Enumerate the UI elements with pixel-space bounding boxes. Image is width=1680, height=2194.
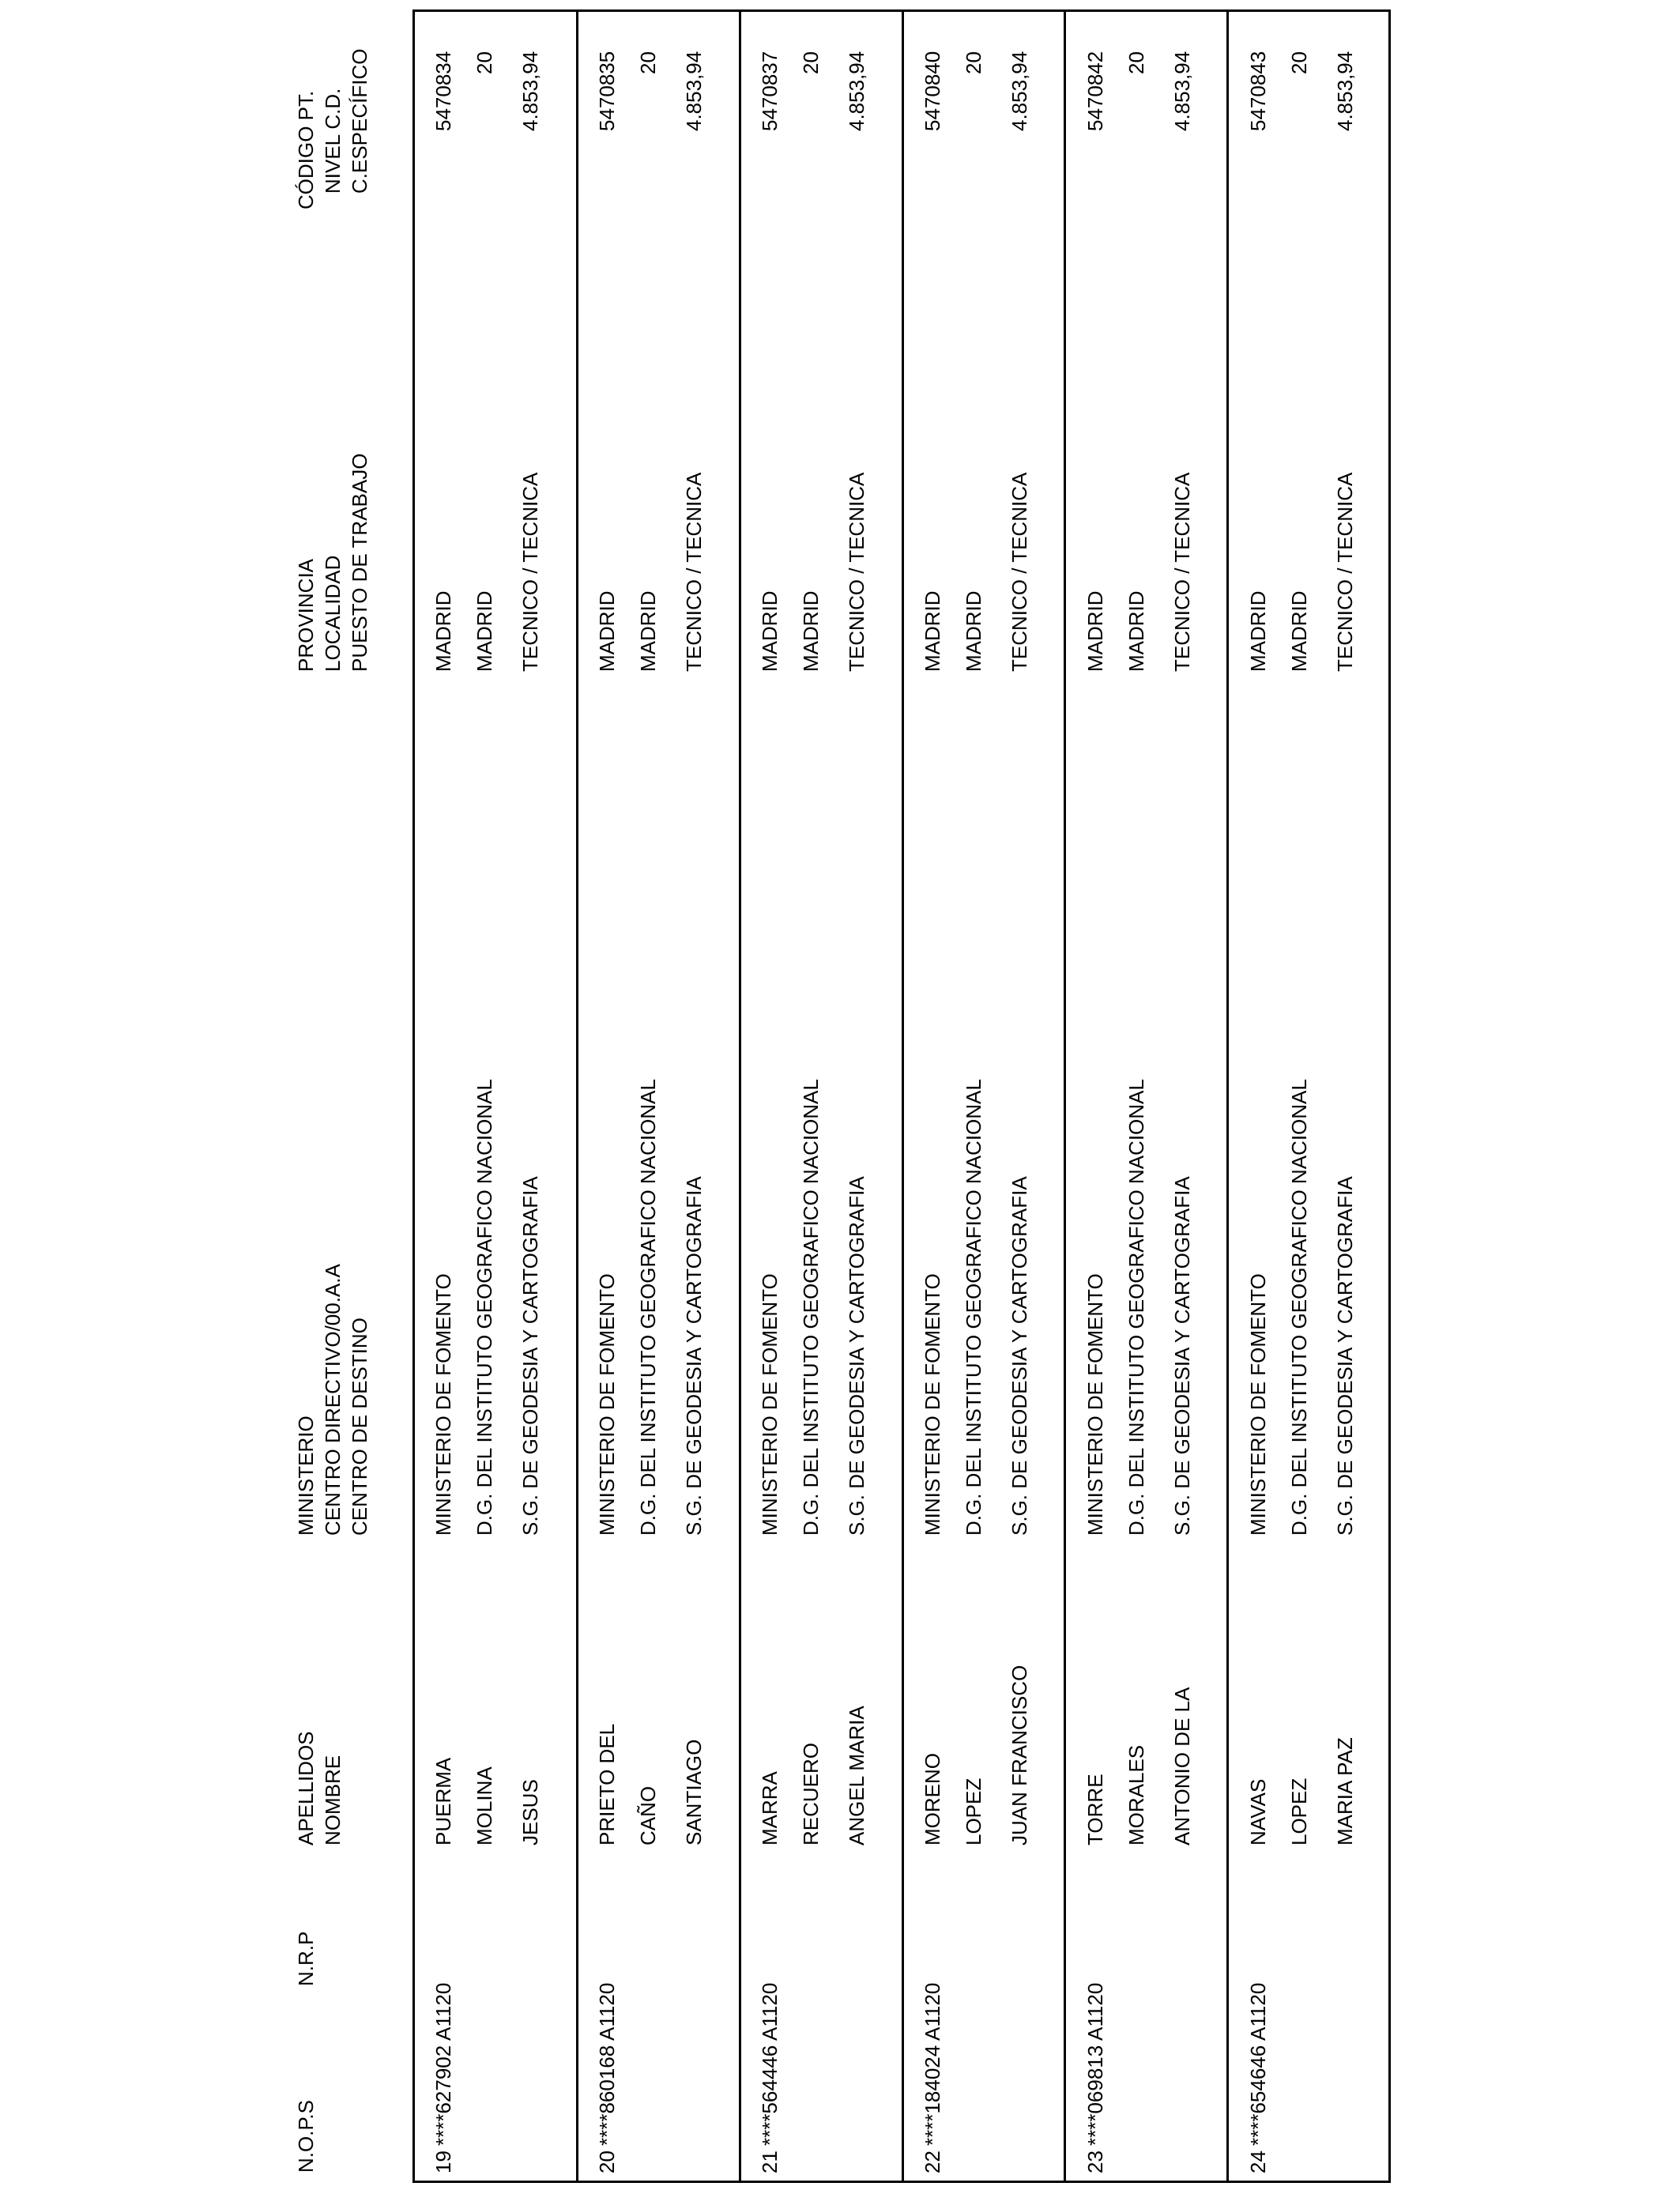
puesto-value: TECNICO / TECNICA	[1008, 472, 1031, 672]
apellido2-value: RECUERO	[799, 1742, 823, 1845]
provincia-value: MADRID	[431, 590, 455, 672]
apellido1-value: MORENO	[921, 1753, 944, 1845]
nombre-value: MARIA PAZ	[1333, 1737, 1357, 1845]
nrp-value: ****069813 A1120	[1083, 1982, 1107, 2146]
row-divider	[1226, 9, 1229, 2183]
especifico-value: 4.853,94	[518, 51, 542, 131]
codigo-value: 5470843	[1246, 51, 1270, 131]
especifico-value: 4.853,94	[682, 51, 706, 131]
row-divider	[576, 9, 578, 2183]
centro-directivo-value: D.G. DEL INSTITUTO GEOGRAFICO NACIONAL	[636, 1079, 660, 1536]
especifico-value: 4.853,94	[1333, 51, 1357, 131]
header-puesto: PUESTO DE TRABAJO	[348, 453, 371, 672]
centro-directivo-value: D.G. DEL INSTITUTO GEOGRAFICO NACIONAL	[473, 1079, 496, 1536]
puesto-value: TECNICO / TECNICA	[845, 472, 868, 672]
apellido1-value: MARRA	[758, 1771, 782, 1845]
centro-directivo-value: D.G. DEL INSTITUTO GEOGRAFICO NACIONAL	[1287, 1079, 1311, 1536]
row-divider	[739, 9, 741, 2183]
header-centro-directivo: CENTRO DIRECTIVO/00.A.A	[321, 1264, 345, 1536]
especifico-value: 4.853,94	[1170, 51, 1194, 131]
centro-destino-value: S.G. DE GEODESIA Y CARTOGRAFIA	[1170, 1176, 1194, 1536]
apellido2-value: LOPEZ	[962, 1777, 985, 1845]
nombre-value: SANTIAGO	[682, 1739, 706, 1845]
provincia-value: MADRID	[595, 590, 619, 672]
apellido2-value: MOLINA	[473, 1766, 496, 1845]
nombre-value: JESUS	[518, 1779, 542, 1845]
header-centro-destino: CENTRO DE DESTINO	[348, 1318, 371, 1536]
header-nombre: NOMBRE	[321, 1755, 345, 1845]
nops-value: 21	[758, 2151, 782, 2173]
header-nivel: NIVEL C.D.	[321, 88, 345, 194]
provincia-value: MADRID	[1246, 590, 1270, 672]
header-nrp: N.R.P	[294, 1931, 318, 1986]
nombre-value: ANGEL MARIA	[845, 1706, 868, 1845]
apellido2-value: CAÑO	[636, 1785, 660, 1845]
provincia-value: MADRID	[921, 590, 944, 672]
puesto-value: TECNICO / TECNICA	[682, 472, 706, 672]
apellido1-value: TORRE	[1083, 1774, 1107, 1845]
localidad-value: MADRID	[636, 590, 660, 672]
row-divider	[1064, 9, 1066, 2183]
codigo-value: 5470835	[595, 51, 619, 131]
header-apellidos: APELLIDOS	[294, 1731, 318, 1845]
apellido2-value: MORALES	[1124, 1744, 1148, 1845]
codigo-value: 5470834	[431, 51, 455, 131]
nombre-value: ANTONIO DE LA	[1170, 1687, 1194, 1845]
localidad-value: MADRID	[1124, 590, 1148, 672]
nrp-value: ****654646 A1120	[1246, 1982, 1270, 2146]
centro-directivo-value: D.G. DEL INSTITUTO GEOGRAFICO NACIONAL	[1124, 1079, 1148, 1536]
nivel-value: 20	[1287, 51, 1311, 74]
ministerio-value: MINISTERIO DE FOMENTO	[595, 1273, 619, 1536]
nops-value: 20	[595, 2151, 619, 2173]
nivel-value: 20	[962, 51, 985, 74]
ministerio-value: MINISTERIO DE FOMENTO	[431, 1273, 455, 1536]
centro-destino-value: S.G. DE GEODESIA Y CARTOGRAFIA	[682, 1176, 706, 1536]
codigo-value: 5470837	[758, 51, 782, 131]
header-provincia: PROVINCIA	[294, 558, 318, 672]
codigo-value: 5470842	[1083, 51, 1107, 131]
nops-value: 22	[921, 2151, 944, 2173]
puesto-value: TECNICO / TECNICA	[1170, 472, 1194, 672]
nops-value: 23	[1083, 2151, 1107, 2173]
apellido2-value: LOPEZ	[1287, 1777, 1311, 1845]
especifico-value: 4.853,94	[1008, 51, 1031, 131]
nops-value: 19	[431, 2151, 455, 2173]
nivel-value: 20	[636, 51, 660, 74]
header-ministerio: MINISTERIO	[294, 1416, 318, 1536]
provincia-value: MADRID	[1083, 590, 1107, 672]
nrp-value: ****860168 A1120	[595, 1982, 619, 2146]
nivel-value: 20	[1124, 51, 1148, 74]
ministerio-value: MINISTERIO DE FOMENTO	[758, 1273, 782, 1536]
header-nops: N.O.P.S	[294, 2099, 318, 2173]
nrp-value: ****184024 A1120	[921, 1982, 944, 2146]
apellido1-value: PUERMA	[431, 1757, 455, 1845]
header-codigo: CÓDIGO PT.	[294, 90, 318, 209]
header-localidad: LOCALIDAD	[321, 555, 345, 672]
row-divider	[902, 9, 904, 2183]
nivel-value: 20	[473, 51, 496, 74]
nivel-value: 20	[799, 51, 823, 74]
codigo-value: 5470840	[921, 51, 944, 131]
localidad-value: MADRID	[962, 590, 985, 672]
table-border-right	[1388, 9, 1391, 2183]
centro-destino-value: S.G. DE GEODESIA Y CARTOGRAFIA	[845, 1176, 868, 1536]
nombre-value: JUAN FRANCISCO	[1008, 1664, 1031, 1845]
especifico-value: 4.853,94	[845, 51, 868, 131]
centro-destino-value: S.G. DE GEODESIA Y CARTOGRAFIA	[518, 1176, 542, 1536]
centro-directivo-value: D.G. DEL INSTITUTO GEOGRAFICO NACIONAL	[799, 1079, 823, 1536]
puesto-value: TECNICO / TECNICA	[1333, 472, 1357, 672]
ministerio-value: MINISTERIO DE FOMENTO	[921, 1273, 944, 1536]
centro-destino-value: S.G. DE GEODESIA Y CARTOGRAFIA	[1008, 1176, 1031, 1536]
header-especifico: C.ESPECÍFICO	[348, 48, 371, 194]
provincia-value: MADRID	[758, 590, 782, 672]
localidad-value: MADRID	[1287, 590, 1311, 672]
localidad-value: MADRID	[473, 590, 496, 672]
ministerio-value: MINISTERIO DE FOMENTO	[1083, 1273, 1107, 1536]
apellido1-value: NAVAS	[1246, 1778, 1270, 1845]
puesto-value: TECNICO / TECNICA	[518, 472, 542, 672]
table-border-left	[412, 9, 415, 2183]
localidad-value: MADRID	[799, 590, 823, 672]
nrp-value: ****564446 A1120	[758, 1982, 782, 2146]
centro-directivo-value: D.G. DEL INSTITUTO GEOGRAFICO NACIONAL	[962, 1079, 985, 1536]
apellido1-value: PRIETO DEL	[595, 1723, 619, 1845]
ministerio-value: MINISTERIO DE FOMENTO	[1246, 1273, 1270, 1536]
nops-value: 24	[1246, 2151, 1270, 2173]
nrp-value: ****627902 A1120	[431, 1982, 455, 2146]
centro-destino-value: S.G. DE GEODESIA Y CARTOGRAFIA	[1333, 1176, 1357, 1536]
